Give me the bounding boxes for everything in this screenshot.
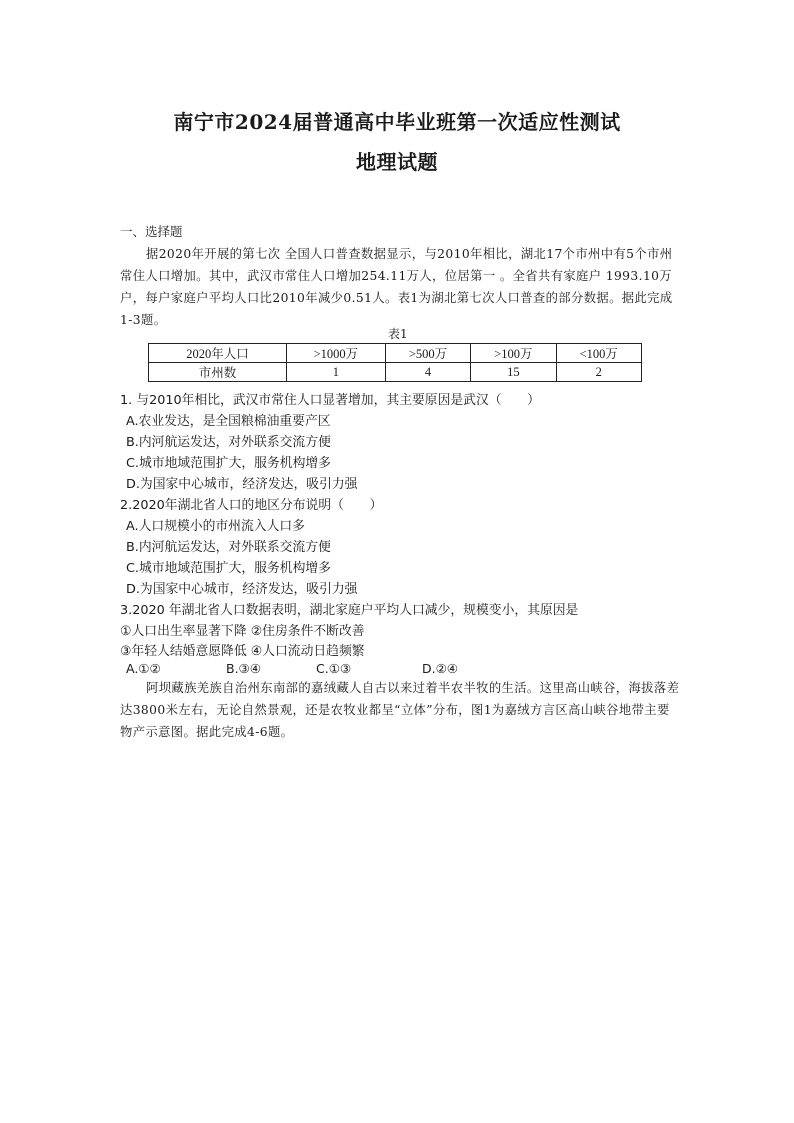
table-header-cell: 2020年人口	[149, 344, 287, 363]
population-table	[148, 343, 642, 382]
question-3-statements-line2: ③年轻人结婚意愿降低 ④人口流动日趋频繁	[120, 644, 365, 659]
question-1-option-d: D.为国家中心城市，经济发达，吸引力强	[126, 477, 358, 492]
table-cell: 1	[286, 363, 385, 382]
table-cell: 15	[471, 363, 556, 382]
table-header-cell: >500万	[385, 344, 470, 363]
section-heading: 一、选择题	[120, 224, 183, 239]
exam-title: 南宁市2024届普通高中毕业班第一次适应性测试	[173, 110, 621, 134]
question-1-option-c: C.城市地域范围扩大，服务机构增多	[126, 456, 331, 471]
question-2-stem: 2.2020年湖北省人口的地区分布说明（ ）	[120, 498, 383, 513]
table-cell: 市州数	[149, 363, 287, 382]
table-row	[149, 363, 642, 382]
table-header-cell: <100万	[556, 344, 641, 363]
table-cell: 4	[385, 363, 470, 382]
passage-aba-prefecture: 阿坝藏族羌族自治州东南部的嘉绒藏人自古以来过着半农半牧的生活。这里高山峡谷，海拔落差达3800米左右，无论自然景观，还是农牧业都呈“立体”分布，图1为嘉绒方言区高山峡谷地带主要物产示意图。据此完成4-6题。	[120, 681, 680, 739]
question-2-option-c: C.城市地域范围扩大，服务机构增多	[126, 561, 331, 576]
question-1-option-a: A.农业发达，是全国粮棉油重要产区	[126, 414, 331, 429]
passage-population-census: 据2020年开展的第七次 全国人口普查数据显示，与2010年相比，湖北17个市州中有5个市州常住人口增加。其中，武汉市常住人口增加254.11万人，位居第一 。全省共有家庭户 1993.10万 户，每户家庭户平均人口比2010年减少0.51人。表1为湖北第七次人口普查的部分数据。据此完成1-3题。	[120, 247, 673, 327]
question-3-choice-a: A.①②	[126, 661, 161, 676]
exam-subject-title: 地理试题	[356, 150, 438, 174]
table-header-cell: >1000万	[286, 344, 385, 363]
table-header-row	[149, 344, 642, 363]
question-2-option-a: A.人口规模小的市州流入人口多	[126, 519, 305, 534]
question-1-option-b: B.内河航运发达，对外联系交流方便	[126, 435, 331, 450]
question-2-option-d: D.为国家中心城市，经济发达，吸引力强	[126, 582, 358, 597]
question-3-statements-line1: ①人口出生率显著下降 ②住房条件不断改善	[120, 624, 365, 639]
table-cell: 2	[556, 363, 641, 382]
table-caption: 表1	[388, 327, 408, 341]
question-1-stem: 1. 与2010年相比，武汉市常住人口显著增加，其主要原因是武汉（ ）	[120, 393, 540, 408]
question-2-option-b: B.内河航运发达，对外联系交流方便	[126, 540, 331, 555]
question-3-choice-d: D.②④	[422, 661, 459, 676]
question-3-stem: 3.2020 年湖北省人口数据表明，湖北家庭户平均人口减少，规模变小，其原因是	[120, 603, 579, 618]
question-3-choice-b: B.③④	[226, 661, 261, 676]
question-3-choice-c: C.①③	[316, 661, 352, 676]
table-header-cell: >100万	[471, 344, 556, 363]
